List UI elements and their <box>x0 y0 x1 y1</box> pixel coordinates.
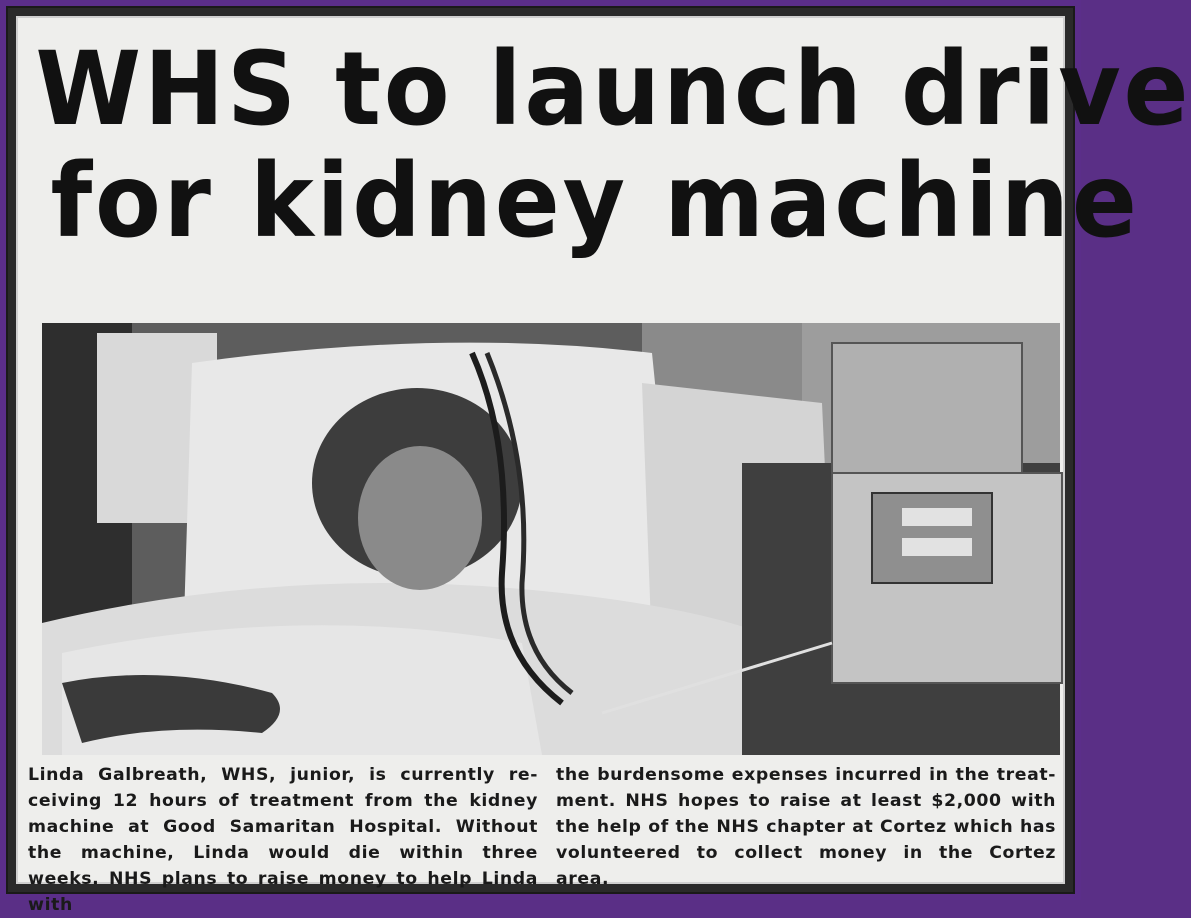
caption-left-text: Linda Galbreath, WHS, junior, is currently re- ceiving 12 hours of treatment from the kidney machine at Good Samaritan Hospital. Without the machine, Linda would die within three weeks. NHS plans to raise money to help Linda with <box>28 765 538 915</box>
machine-top-box <box>832 343 1022 483</box>
headline-line-2: for kidney machine <box>50 142 1140 261</box>
caption-column-right <box>556 762 1056 892</box>
caption-right-text: the burdensome expenses incurred in the treat- ment. NHS hopes to raise at least $2,000 with the help of the NHS chapter at Cortez which has volunteered to collect money in the Cortez area. <box>556 765 1056 889</box>
newspaper-clipping <box>16 16 1191 915</box>
caption-column-left <box>28 762 538 918</box>
photo-illustration <box>42 323 1060 755</box>
syringe-2 <box>902 538 972 556</box>
patient-face <box>358 446 482 590</box>
syringe-1 <box>902 508 972 526</box>
news-photo <box>42 323 1060 755</box>
headline-line-1: WHS to launch drive <box>35 30 1191 149</box>
headline <box>26 30 1191 261</box>
